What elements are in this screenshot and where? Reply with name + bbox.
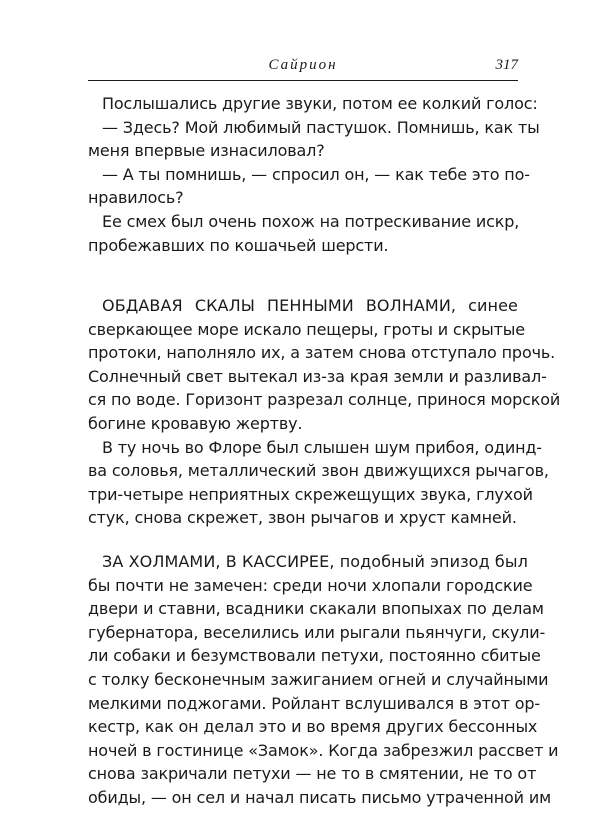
text-line: с толку бесконечным зажиганием огней и случайными — [88, 669, 549, 689]
text-line: Послышались другие звуки, потом ее колкий голос: — [102, 94, 538, 113]
text-line: ли собаки и безумствовали петухи, постоянно сбитые — [88, 646, 541, 666]
text-line: двери и ставни, всадники скакали впопыхах по делам — [88, 599, 544, 619]
text-line: Солнечный свет вытекал из-за края земли и разливал- — [88, 366, 547, 386]
text-line: ва соловья, металлический звон движущихся рычагов, — [88, 461, 549, 481]
text-line: кестр, как он делал это и во время других бессонных — [88, 717, 538, 737]
text-line: меня впервые изнасиловал? — [88, 141, 325, 161]
text-line: богине кровавую жертву. — [88, 413, 303, 433]
text-line: пробежавших по кошачьей шерсти. — [88, 235, 389, 255]
text-line: мелкими поджогами. Ройлант вслушивался в этот ор- — [88, 693, 540, 713]
paragraph-group-sea — [88, 294, 561, 530]
paragraph-group-dialogue — [88, 92, 540, 257]
text-line: Ее смех был очень похож на потрескивание искр, — [102, 211, 520, 231]
text-line: ЗА ХОЛМАМИ, В КАССИРЕЕ, подобный эпизод был — [102, 552, 528, 571]
text-line: протоки, наполняло их, а затем снова отступало прочь. — [88, 343, 556, 363]
text-line: ночей в гостинице «Замок». Когда забрезжил рассвет и — [88, 740, 559, 760]
paragraph-group-kassiria — [88, 550, 559, 810]
text-line: сверкающее море искало пещеры, гроты и скрытые — [88, 319, 525, 339]
text-line: бы почти не замечен: среди ночи хлопали городские — [88, 575, 533, 595]
text-line: — Здесь? Мой любимый пастушок. Помнишь, как ты — [102, 117, 540, 137]
text-line: три-четыре неприятных скрежещущих звука, глухой — [88, 484, 533, 504]
running-header — [88, 54, 518, 76]
text-line: — А ты помнишь, — спросил он, — как тебе это по- — [102, 164, 530, 184]
text-line: губернатора, веселились или рыгали пьянчуги, скули- — [88, 622, 546, 642]
text-line: ОБДАВАЯ СКАЛЫ ПЕННЫМИ ВОЛНАМИ, синее — [102, 296, 518, 315]
page-number: 317 — [495, 57, 518, 73]
text-line: нравилось? — [88, 188, 184, 208]
text-line: В ту ночь во Флоре был слышен шум прибоя, одинд- — [102, 437, 542, 457]
text-line: стук, снова скрежет, звон рычагов и хруст камней. — [88, 508, 517, 528]
running-title: Сайрион — [268, 57, 338, 73]
text-line: обиды, — он сел и начал писать письмо утраченной им — [88, 787, 552, 807]
text-line: ся по воде. Горизонт разрезал солнце, принося морской — [88, 390, 561, 410]
header-rule — [88, 80, 518, 81]
text-line: снова закричали петухи — не то в смятении, не то от — [88, 764, 537, 784]
